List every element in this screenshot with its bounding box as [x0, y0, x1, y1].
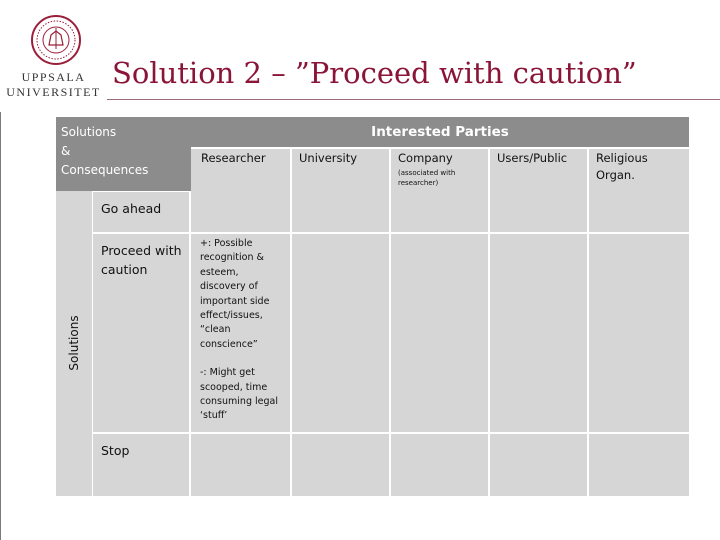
cell-go-ahead-religious-organ [589, 192, 689, 232]
title-underline [107, 99, 720, 100]
university-logo [6, 10, 101, 100]
party-company-note: (associated with researcher) [398, 169, 456, 187]
row-label-go-ahead [93, 192, 189, 232]
logo-line-uppsala: UPPSALA [21, 70, 86, 84]
interested-parties-label: Interested Parties [371, 124, 509, 140]
cell-stop-company [391, 434, 488, 496]
researcher-cons-text: -: Might get scooped, time consuming legal ‘stuff’ [200, 367, 278, 422]
cell-proceed-company [391, 234, 488, 432]
row-label-text: Go ahead [101, 201, 162, 216]
left-border-line [0, 112, 1, 540]
party-header-cell-company [391, 149, 488, 192]
party-religious-organ: Religious Organ. [596, 151, 648, 182]
cell-go-ahead-users-public [490, 192, 587, 232]
row-label-text: Proceed with caution [101, 243, 182, 277]
row-label-stop [93, 434, 189, 496]
solutions-side-label: Solutions [67, 315, 81, 371]
party-researcher: Researcher [201, 151, 266, 165]
logo-line-universitet: UNIVERSITET [6, 85, 101, 99]
interested-parties-header [191, 117, 689, 147]
party-company: Company [398, 151, 453, 165]
party-header-cell-university [292, 149, 389, 192]
party-header-cell-researcher [191, 149, 290, 192]
cell-go-ahead-researcher [191, 192, 290, 232]
corner-header-label: Solutions & Consequences [61, 125, 149, 177]
row-label-text: Stop [101, 443, 130, 458]
party-university: University [299, 151, 358, 165]
cell-proceed-university [292, 234, 389, 432]
party-header-cell-users-public [490, 149, 587, 192]
cell-go-ahead-university [292, 192, 389, 232]
cell-proceed-religious-organ [589, 234, 689, 432]
cell-stop-researcher [191, 434, 290, 496]
party-users-public: Users/Public [497, 151, 568, 165]
slide-title: Solution 2 – ”Proceed with caution” [112, 56, 637, 90]
party-header-cell-religious-organ [589, 149, 689, 192]
cell-stop-university [292, 434, 389, 496]
cell-stop-users-public [490, 434, 587, 496]
researcher-pros-text: +: Possible recognition & esteem, discovery of important side effect/issues, “clean conscience” [200, 238, 270, 350]
uppsala-university-seal-icon [30, 14, 82, 66]
cell-proceed-users-public [490, 234, 587, 432]
cell-go-ahead-company [391, 192, 488, 232]
row-label-proceed-with-caution [93, 234, 189, 432]
corner-header-solutions-consequences [56, 117, 191, 191]
cell-stop-religious-organ [589, 434, 689, 496]
cell-proceed-researcher [191, 234, 290, 432]
